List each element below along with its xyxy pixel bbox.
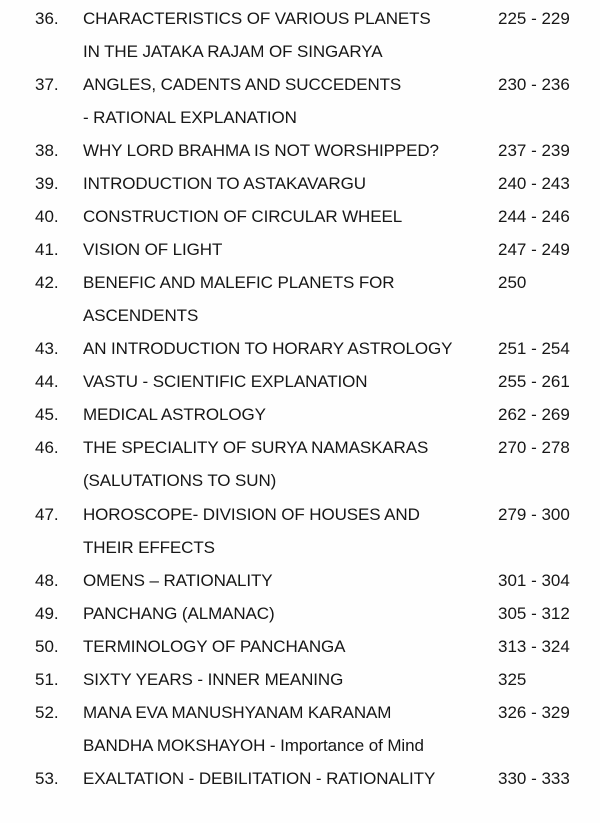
toc-entry-38: [0, 136, 600, 166]
entry-number: 52.: [35, 703, 59, 722]
entry-title-continued: (SALUTATIONS TO SUN): [83, 471, 277, 490]
entry-pages: 325: [498, 670, 527, 689]
entry-pages: 301 - 304: [498, 571, 570, 590]
entry-number: 42.: [35, 273, 59, 292]
entry-title: ANGLES, CADENTS AND SUCCEDENTS: [83, 75, 402, 94]
toc-entry-53: [0, 764, 600, 794]
entry-pages: 330 - 333: [498, 769, 570, 788]
toc-entry-45: [0, 400, 600, 430]
toc-entry-41: [0, 235, 600, 265]
entry-number: 49.: [35, 604, 59, 623]
entry-title: BENEFIC AND MALEFIC PLANETS FOR: [83, 273, 395, 292]
entry-number: 53.: [35, 769, 59, 788]
entry-pages: 255 - 261: [498, 372, 570, 391]
entry-pages: 250: [498, 273, 527, 292]
entry-number: 41.: [35, 240, 59, 259]
toc-entry-37: [0, 70, 600, 100]
entry-title: CHARACTERISTICS OF VARIOUS PLANETS: [83, 9, 431, 28]
entry-pages: 225 - 229: [498, 9, 570, 28]
entry-title: OMENS – RATIONALITY: [83, 571, 273, 590]
entry-title: PANCHANG (ALMANAC): [83, 604, 275, 623]
entry-title: EXALTATION - DEBILITATION - RATIONALITY: [83, 769, 436, 788]
entry-number: 36.: [35, 9, 59, 28]
entry-number: 38.: [35, 141, 59, 160]
entry-title: HOROSCOPE- DIVISION OF HOUSES AND: [83, 505, 420, 524]
toc-entry-52-continued: [0, 731, 600, 761]
toc-entry-50: [0, 632, 600, 662]
entry-title-continued: BANDHA MOKSHAYOH - Importance of Mind: [83, 736, 424, 755]
entry-pages: 270 - 278: [498, 438, 570, 457]
entry-number: 44.: [35, 372, 59, 391]
toc-entry-43: [0, 334, 600, 364]
entry-pages: 244 - 246: [498, 207, 570, 226]
toc-entry-47-continued: [0, 533, 600, 563]
toc-entry-37-continued: [0, 103, 600, 133]
entry-number: 51.: [35, 670, 59, 689]
entry-title: CONSTRUCTION OF CIRCULAR WHEEL: [83, 207, 403, 226]
entry-title: INTRODUCTION TO ASTAKAVARGU: [83, 174, 366, 193]
toc-entry-42: [0, 268, 600, 298]
toc-entry-52: [0, 698, 600, 728]
entry-number: 40.: [35, 207, 59, 226]
entry-number: 48.: [35, 571, 59, 590]
entry-title-continued: THEIR EFFECTS: [83, 538, 215, 557]
toc-entry-51: [0, 665, 600, 695]
toc-entry-48: [0, 566, 600, 596]
entry-title: TERMINOLOGY OF PANCHANGA: [83, 637, 346, 656]
entry-pages: 313 - 324: [498, 637, 570, 656]
entry-pages: 237 - 239: [498, 141, 570, 160]
toc-entry-44: [0, 367, 600, 397]
entry-title: THE SPECIALITY OF SURYA NAMASKARAS: [83, 438, 429, 457]
entry-title: VASTU - SCIENTIFIC EXPLANATION: [83, 372, 368, 391]
toc-entry-46-continued: [0, 466, 600, 496]
entry-pages: 262 - 269: [498, 405, 570, 424]
toc-entry-42-continued: [0, 301, 600, 331]
entry-title: MANA EVA MANUSHYANAM KARANAM: [83, 703, 392, 722]
entry-number: 50.: [35, 637, 59, 656]
entry-title-continued: ASCENDENTS: [83, 306, 199, 325]
entry-pages: 305 - 312: [498, 604, 570, 623]
toc-entry-40: [0, 202, 600, 232]
entry-pages: 230 - 236: [498, 75, 570, 94]
entry-title: VISION OF LIGHT: [83, 240, 223, 259]
entry-pages: 240 - 243: [498, 174, 570, 193]
entry-pages: 247 - 249: [498, 240, 570, 259]
entry-number: 37.: [35, 75, 59, 94]
toc-entry-36: [0, 4, 600, 34]
toc-entry-39: [0, 169, 600, 199]
toc-entry-47: [0, 500, 600, 530]
entry-number: 43.: [35, 339, 59, 358]
entry-title: MEDICAL ASTROLOGY: [83, 405, 266, 424]
toc-entry-46: [0, 433, 600, 463]
entry-number: 45.: [35, 405, 59, 424]
entry-number: 47.: [35, 505, 59, 524]
entry-pages: 326 - 329: [498, 703, 570, 722]
toc-entry-49: [0, 599, 600, 629]
entry-number: 46.: [35, 438, 59, 457]
entry-pages: 279 - 300: [498, 505, 570, 524]
entry-title-continued: - RATIONAL EXPLANATION: [83, 108, 297, 127]
toc-entry-36-continued: [0, 37, 600, 67]
entry-title: WHY LORD BRAHMA IS NOT WORSHIPPED?: [83, 141, 439, 160]
entry-number: 39.: [35, 174, 59, 193]
entry-title-continued: IN THE JATAKA RAJAM OF SINGARYA: [83, 42, 383, 61]
entry-title: AN INTRODUCTION TO HORARY ASTROLOGY: [83, 339, 453, 358]
entry-title: SIXTY YEARS - INNER MEANING: [83, 670, 344, 689]
entry-pages: 251 - 254: [498, 339, 570, 358]
